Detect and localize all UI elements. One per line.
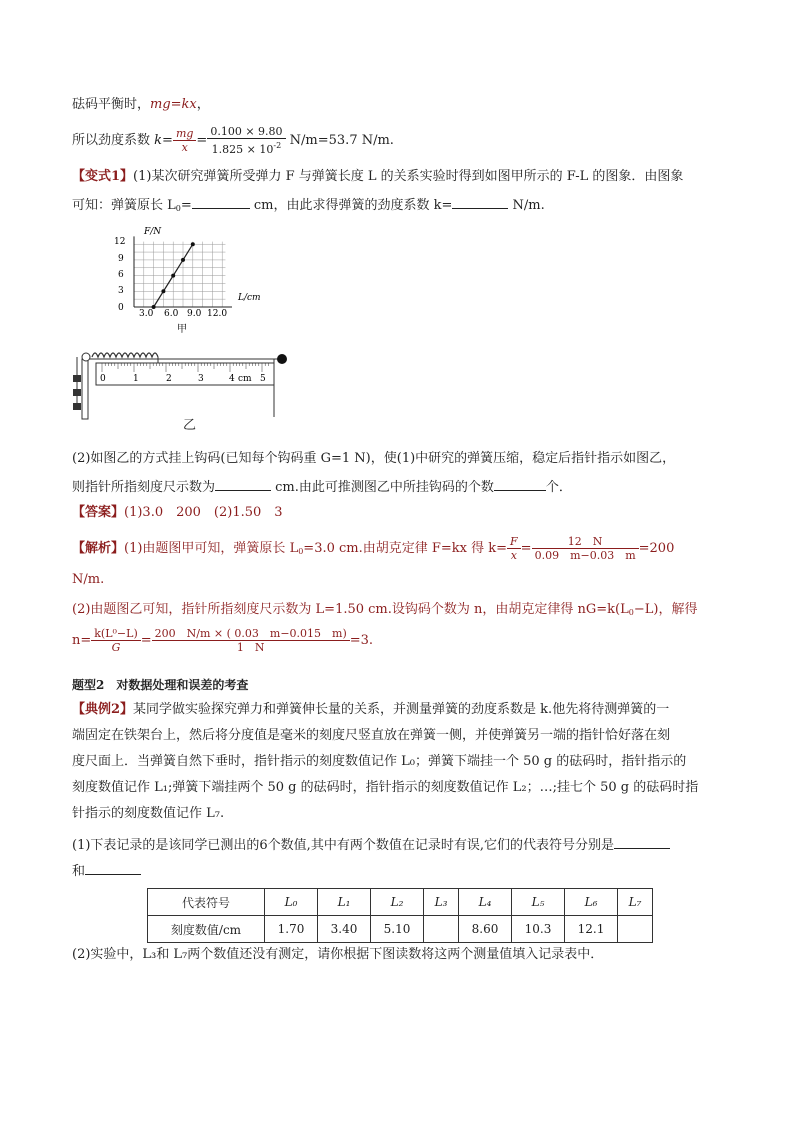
table-cell: 12.1 — [565, 916, 618, 943]
subscript: 0 — [175, 204, 181, 213]
variant1-line1 — [72, 169, 683, 185]
y-tick-label: 3 — [118, 286, 124, 296]
variant1-line2 — [72, 196, 545, 217]
text-segment: N/m. — [508, 198, 545, 213]
text-segment: (1)下表记录的是该同学已测出的6个数值,其中有两个数值在记录时有误,它们的代表符号分别是 — [72, 838, 614, 853]
hook-weight-3 — [73, 403, 81, 410]
fraction-num: 200 N/m × ( 0.03 m−0.015 m) — [154, 627, 347, 640]
answer-blank[interactable] — [452, 196, 508, 209]
table-cell: 3.40 — [318, 916, 371, 943]
y-tick-label: 12 — [114, 237, 126, 247]
text-segment: =200 — [638, 541, 675, 556]
analysis-line1: 【解析】(1)由题图甲可知，弹簧原长 $L_0=3.0$ cm.由胡克定律 F=kx 得 k= $\frac{F}{x}$ = $\frac{12 N}{0.09 m-0.03 m}$ =200 — [72, 535, 675, 562]
x-tick-label: 9.0 — [187, 309, 202, 319]
fraction-num: F — [510, 535, 518, 548]
ex2-line4: 刻度数值记作 L₁;弹簧下端挂两个 50 g 的砝码时，指针指示的刻度数值记作 L₂；…;挂七个 50 g 的砝码时指 — [72, 780, 699, 795]
text-segment: N/m=53.7 N/m. — [285, 133, 394, 148]
table-cell: L₀ — [265, 889, 318, 916]
fraction-den: x — [173, 140, 196, 154]
y-tick-label: 6 — [118, 270, 124, 280]
text-segment: =3. — [349, 633, 374, 648]
ex2-label: 【典例2】 — [72, 702, 134, 717]
table-cell: 10.3 — [512, 916, 565, 943]
fraction-k-G — [91, 627, 140, 654]
x-tick-label: 12.0 — [207, 309, 228, 319]
pulley — [82, 353, 90, 361]
text-segment: 则指针所指刻度尺示数为 — [72, 480, 216, 495]
answer-blank[interactable] — [192, 196, 250, 209]
ruler-label: 5 — [260, 374, 266, 384]
table-cell: 刻度数值/cm — [148, 916, 265, 943]
table-cell: L₄ — [459, 889, 512, 916]
fraction-num: 12 N — [567, 535, 603, 548]
text-segment: = — [180, 198, 192, 213]
symbol-eq: = — [162, 133, 173, 148]
subscript: 0 — [298, 547, 304, 556]
text-segment: 砝码平衡时， — [72, 97, 151, 112]
ex2-line3: 度尺面上．当弹簧自然下垂时，指针指示的刻度数值记作 L₀；弹簧下端挂一个 50 g 的砝码时，指针指示的 — [72, 754, 687, 769]
text-segment: 和 — [72, 864, 86, 879]
table-cell: 8.60 — [459, 916, 512, 943]
text-segment: cm.由此可推测图乙中所挂钩码的个数 — [271, 480, 494, 495]
analysis-line3 — [72, 602, 697, 621]
table-cell-empty[interactable] — [424, 916, 459, 943]
data-point — [181, 258, 185, 262]
figure-yi-apparatus — [72, 345, 292, 425]
formula-mg-kx: mg=kx — [150, 97, 197, 112]
ruler-label: 1 — [133, 374, 139, 384]
fraction-den: G — [91, 640, 140, 654]
ex2-q1-line2 — [72, 862, 141, 880]
data-point — [171, 274, 175, 278]
table-cell: 1.70 — [265, 916, 318, 943]
analysis-label: 【解析】 — [72, 541, 125, 556]
answer-blank[interactable] — [215, 478, 271, 491]
fraction-F-x — [507, 535, 521, 562]
fraction-den: 1.825 × 10 — [211, 143, 274, 156]
support-frame — [82, 359, 88, 419]
x-tick-label: 3.0 — [139, 309, 154, 319]
text-segment: (1)由题图甲可知，弹簧原长 L — [124, 541, 299, 556]
topic2-title: 题型2 对数据处理和误差的考查 — [72, 678, 249, 692]
x-tick-label: 6.0 — [164, 309, 179, 319]
fraction-den: 0.09 m−0.03 m — [532, 548, 639, 562]
table-cell-empty[interactable] — [618, 916, 653, 943]
ex2-q2-line: (2)实验中，L₃和 L₇两个数值还没有测定，请你根据下图读数将这两个测量值填入记录表中． — [72, 947, 604, 962]
text-segment: (2)由题图乙可知，指针所指刻度尺示数为 L=1.50 cm.设钩码个数为 n，由胡克定律得 nG=k(L — [72, 602, 629, 617]
text-segment: 个． — [545, 480, 572, 495]
answer-line — [72, 505, 283, 521]
data-point — [161, 289, 165, 293]
ruler-label: 4 — [229, 374, 235, 384]
q2-line1: (2)如图乙的方式挂上钩码(已知每个钩码重 G=1 N)，使(1)中研究的弹簧压缩，稳定后指针指示如图乙， — [72, 451, 676, 466]
fraction-den: 1 N — [152, 640, 350, 654]
answer-blank[interactable] — [614, 836, 670, 849]
subscript: 0 — [628, 608, 634, 617]
ruler-label: 0 — [100, 374, 106, 384]
fraction-den: x — [507, 548, 521, 562]
q2-line2 — [72, 478, 572, 496]
fraction-values-n — [152, 627, 350, 654]
ruler-end-knob — [277, 354, 287, 364]
text-segment: 某同学做实验探究弹力和弹簧伸长量的关系，并测量弹簧的劲度系数是 k.他先将待测弹簧的一 — [133, 702, 670, 717]
text-spring-constant: 所以劲度系数 k= $\frac{mg}{x}$ = $\frac{0.100 \times 9.80}{1.825 \times 10^{-2}}$ N/m=53.7 N/m. — [72, 125, 394, 156]
figure-caption-yi: 乙 — [183, 418, 197, 433]
text-segment: (1)某次研究弹簧所受弹力 F 与弹簧长度 L 的关系实验时得到如图甲所示的 F-L 的图象．由图象 — [133, 169, 684, 184]
text-segment: n= — [72, 633, 92, 648]
analysis-line2: N/m. — [72, 572, 105, 587]
ruler-label: 2 — [166, 374, 172, 384]
table-cell: 5.10 — [371, 916, 424, 943]
y-axis-label: F/N — [144, 227, 162, 237]
table-cell: 代表符号 — [148, 889, 265, 916]
text-segment: =3.0 cm.由胡克定律 F=kx 得 k= — [303, 541, 508, 556]
y-tick-label: 9 — [118, 254, 124, 264]
spring-coil — [92, 353, 158, 357]
table-row — [148, 916, 653, 943]
text-segment: ， — [196, 97, 210, 112]
table-cell: L₇ — [618, 889, 653, 916]
answer-text: (1)3.0 200 (2)1.50 3 — [124, 505, 283, 520]
fraction-12N — [532, 535, 639, 562]
fraction-values — [207, 125, 285, 156]
fraction-num: 0.100 × 9.80 — [210, 125, 283, 138]
ruler-label: 3 — [198, 374, 204, 384]
table-row — [148, 889, 653, 916]
table-cell: L₂ — [371, 889, 424, 916]
table-cell: L₃ — [424, 889, 459, 916]
analysis-line4: n= $\frac{\text{k(L⁰−L)}}{G}$ = $\frac{200 N/m \times ( 0.03 m-0.015 m)}{1 N}$ =3. — [72, 627, 374, 654]
symbol-k: k — [154, 133, 163, 148]
answer-blank[interactable] — [494, 478, 546, 491]
text-segment: 所以劲度系数 — [72, 133, 155, 148]
table-cell: L₆ — [565, 889, 618, 916]
text-segment: 可知：弹簧原长 L — [72, 198, 176, 213]
answer-label: 【答案】 — [72, 505, 125, 520]
ex2-line2: 端固定在铁架台上，然后将分度值是毫米的刻度尺竖直放在弹簧一侧，并使弹簧另一端的指针恰好落在刻 — [72, 728, 671, 743]
graph-grid — [134, 242, 225, 307]
figure-jia-graph — [112, 222, 292, 337]
ruler-unit: cm — [238, 374, 252, 384]
record-table — [147, 888, 653, 943]
x-axis-label: L/cm — [238, 293, 261, 303]
ex2-line5: 针指示的刻度数值记作 L₇. — [72, 806, 225, 821]
fraction-num: k(L⁰−L) — [94, 627, 138, 640]
y-tick-label: 0 — [118, 303, 124, 313]
hook-weight-1 — [73, 375, 81, 382]
exponent: -2 — [273, 141, 282, 150]
text-balance — [72, 97, 210, 113]
fraction-mg-x — [173, 127, 196, 154]
figure-caption-jia: 甲 — [177, 324, 187, 335]
fraction-num: mg — [175, 127, 194, 140]
data-point — [191, 242, 195, 246]
table-cell: L₁ — [318, 889, 371, 916]
text-segment: cm，由此求得弹簧的劲度系数 k= — [249, 198, 453, 213]
ex2-line1 — [72, 702, 669, 718]
table-cell: L₅ — [512, 889, 565, 916]
text-segment: −L)，解得 — [633, 602, 698, 617]
answer-blank[interactable] — [85, 862, 141, 875]
variant1-label: 【变式1】 — [72, 169, 134, 184]
hook-weight-2 — [73, 389, 81, 396]
ex2-q1-line1 — [72, 836, 670, 854]
